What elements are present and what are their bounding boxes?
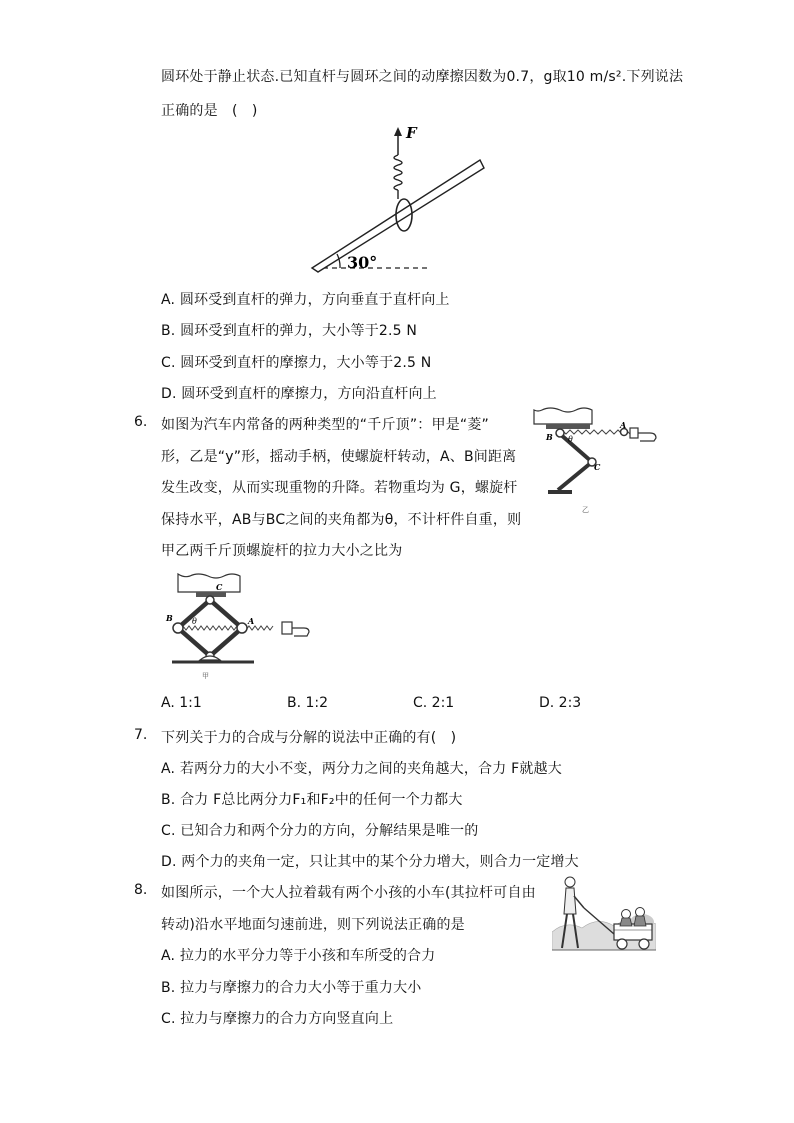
q6-stem-line3: 发生改变，从而实现重物的升降。若物重均为 G，螺旋杆	[161, 480, 518, 496]
q6-jia-load	[178, 574, 240, 592]
q6-option-c: C. 2:1	[413, 695, 455, 711]
q6-number: 6.	[134, 414, 148, 430]
q5-option-a: A. 圆环受到直杆的弹力，方向垂直于直杆向上	[161, 292, 450, 308]
q5-option-d: D. 圆环受到直杆的摩擦力，方向沿直杆向上	[161, 386, 437, 402]
q8-option-b: B. 拉力与摩擦力的合力大小等于重力大小	[161, 980, 422, 996]
q6-figure-jia	[162, 568, 312, 684]
q6-yi-caption: 乙	[582, 506, 589, 514]
q5-stem-line2: 正确的是 ( )	[161, 103, 258, 119]
q5-force-label: F	[406, 124, 417, 142]
q6-jia-arm-top-right	[210, 600, 242, 628]
q5-stem-line1: 圆环处于静止状态.已知直杆与圆环之间的动摩擦因数为0.7，g取10 m/s².下列说法	[161, 69, 684, 85]
q6-yi-load	[534, 408, 592, 424]
q5-option-c: C. 圆环受到直杆的摩擦力，大小等于2.5 N	[161, 355, 432, 371]
q8-wheel-back	[639, 939, 649, 949]
svg-text:θ: θ	[192, 617, 197, 626]
q6-yi-base	[548, 490, 572, 494]
q7-option-c: C. 已知合力和两个分力的方向，分解结果是唯一的	[161, 823, 479, 839]
svg-text:θ: θ	[568, 435, 573, 444]
q5-option-b: B. 圆环受到直杆的弹力，大小等于2.5 N	[161, 323, 418, 339]
q8-stem-line1: 如图所示，一个大人拉着载有两个小孩的小车(其拉杆可自由	[161, 885, 536, 901]
q8-option-a: A. 拉力的水平分力等于小孩和车所受的合力	[161, 948, 436, 964]
q7-option-b: B. 合力 F总比两分力F₁和F₂中的任何一个力都大	[161, 792, 463, 808]
q6-jia-screw	[180, 626, 273, 630]
svg-text:A: A	[620, 420, 627, 430]
q8-kid2-head	[636, 908, 645, 917]
q6-option-a: A. 1:1	[161, 695, 202, 711]
q6-jia-handle	[282, 622, 292, 634]
q6-figure-yi	[528, 404, 660, 516]
q6-stem-line5: 甲乙两千斤顶螺旋杆的拉力大小之比为	[161, 543, 403, 559]
q6-yi-plate	[546, 424, 590, 429]
q6-yi-handle	[630, 428, 638, 438]
q8-stem-line2: 转动)沿水平地面匀速前进，则下列说法正确的是	[161, 917, 465, 933]
q6-jia-arm-bottom-right	[210, 628, 242, 656]
q6-yi-arm-bc	[560, 434, 592, 462]
q6-stem-line2: 形，乙是“y”形，摇动手柄，使螺旋杆转动，A、B间距离	[161, 449, 517, 465]
q5-spring	[394, 155, 402, 190]
q8-wheel-front	[617, 939, 627, 949]
svg-text:C: C	[216, 582, 223, 592]
q5-force-arrowhead	[394, 127, 402, 136]
q6-jia-caption: 甲	[202, 672, 209, 680]
svg-text:B: B	[166, 613, 173, 623]
q7-number: 7.	[134, 727, 148, 743]
q7-option-d: D. 两个力的夹角一定，只让其中的某个分力增大，则合力一定增大	[161, 854, 579, 870]
q6-stem-line4: 保持水平，AB与BC之间的夹角都为θ，不计杆件自重，则	[161, 512, 522, 528]
q6-option-d: D. 2:3	[539, 695, 582, 711]
q7-option-a: A. 若两分力的大小不变，两分力之间的夹角越大，合力 F就越大	[161, 761, 562, 777]
q8-wagon-body	[614, 924, 652, 940]
q5-figure-rod-ring	[300, 122, 500, 277]
q8-adult-body	[564, 888, 576, 914]
q6-yi-arm-lower	[558, 462, 592, 490]
q7-stem: 下列关于力的合成与分解的说法中正确的有( )	[161, 730, 457, 746]
q8-number: 8.	[134, 882, 148, 898]
q6-jia-arm-bottom-left	[178, 628, 210, 656]
svg-text:C: C	[594, 462, 601, 472]
q6-stem-line1: 如图为汽车内常备的两种类型的“千斤顶”：甲是“菱”	[161, 417, 490, 433]
q8-option-c: C. 拉力与摩擦力的合力方向竖直向上	[161, 1011, 394, 1027]
q8-kid1-head	[622, 910, 631, 919]
q5-angle-label: 30°	[347, 253, 378, 272]
q8-figure-wagon	[552, 872, 656, 958]
svg-text:A: A	[248, 616, 255, 626]
svg-text:B: B	[546, 432, 553, 442]
q6-option-b: B. 1:2	[287, 695, 329, 711]
q8-adult-head	[565, 877, 575, 887]
